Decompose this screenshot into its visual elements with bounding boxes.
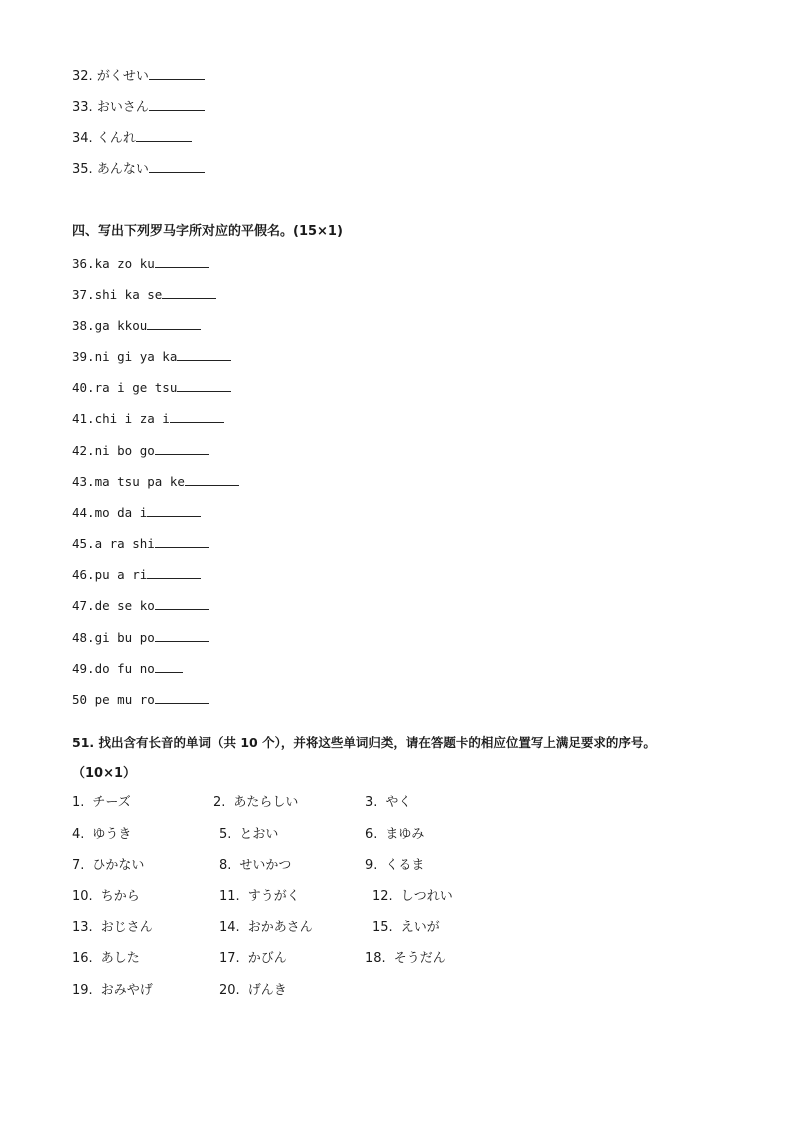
romaji-item-46 <box>72 566 201 584</box>
question-51-heading: 51. 找出含有长音的单词（共 10 个），并将这些单词归类，请在答题卡的相应位置写上满足要求的序号。 <box>72 735 656 750</box>
option-number: 4. <box>72 827 85 842</box>
answer-blank[interactable] <box>136 129 192 142</box>
option-text: ゆうき <box>92 827 132 842</box>
item-number: 36. <box>72 256 95 271</box>
option-number: 17. <box>219 951 240 966</box>
option-number: 12. <box>372 889 393 904</box>
option-text: チーズ <box>92 795 131 810</box>
item-number: 32. <box>72 69 93 84</box>
option-text: おみやげ <box>100 983 153 998</box>
kana-item-35 <box>72 160 205 179</box>
option-number: 16. <box>72 951 93 966</box>
item-number: 42. <box>72 443 95 458</box>
romaji-item-48 <box>72 629 209 647</box>
option-number: 13. <box>72 920 93 935</box>
romaji-item-38 <box>72 317 201 335</box>
item-text: あんない <box>96 162 149 177</box>
question-51-score: （10×1） <box>72 766 137 781</box>
item-text: ni gi ya ka <box>94 349 178 364</box>
item-number: 49. <box>72 661 95 676</box>
option-text: くるま <box>385 858 425 873</box>
option-text: すうがく <box>247 889 300 904</box>
option-text: おかあさん <box>247 920 313 935</box>
romaji-item-50 <box>72 691 209 709</box>
romaji-item-47 <box>72 597 209 615</box>
item-text: ma tsu pa ke <box>94 474 185 489</box>
item-text: do fu no <box>94 661 155 676</box>
romaji-item-44 <box>72 504 201 522</box>
option-12 <box>372 888 453 906</box>
romaji-item-37 <box>72 286 216 304</box>
answer-blank[interactable] <box>149 98 205 111</box>
item-text: くんれ <box>96 131 136 146</box>
answer-blank[interactable] <box>149 160 205 173</box>
option-9 <box>365 857 424 875</box>
item-text: de se ko <box>94 598 155 613</box>
option-number: 14. <box>219 920 240 935</box>
item-text: ra i ge tsu <box>94 380 178 395</box>
item-number: 35. <box>72 162 93 177</box>
option-3 <box>365 794 411 812</box>
item-text: a ra shi <box>94 536 155 551</box>
kana-item-33 <box>72 98 205 117</box>
item-number: 41. <box>72 411 95 426</box>
item-text: pu a ri <box>94 567 148 582</box>
item-number: 43. <box>72 474 95 489</box>
option-text: まゆみ <box>385 827 425 842</box>
option-number: 20. <box>219 983 240 998</box>
answer-blank[interactable] <box>155 629 209 642</box>
item-text: shi ka se <box>94 287 163 302</box>
option-15 <box>372 919 440 937</box>
item-number: 39. <box>72 349 95 364</box>
option-11 <box>219 888 300 906</box>
item-number: 48. <box>72 630 95 645</box>
item-number: 34. <box>72 131 93 146</box>
option-text: そうだん <box>393 951 446 966</box>
item-number: 40. <box>72 380 95 395</box>
item-number: 33. <box>72 100 93 115</box>
item-number: 38. <box>72 318 95 333</box>
item-text: がくせい <box>96 69 149 84</box>
item-text: mo da i <box>94 505 148 520</box>
item-number: 45. <box>72 536 95 551</box>
answer-blank[interactable] <box>147 317 201 330</box>
answer-blank[interactable] <box>147 504 201 517</box>
answer-blank[interactable] <box>149 67 205 80</box>
answer-blank[interactable] <box>155 597 209 610</box>
option-text: せいかつ <box>239 858 292 873</box>
answer-blank[interactable] <box>155 442 209 455</box>
option-20 <box>219 982 287 1000</box>
option-number: 15. <box>372 920 393 935</box>
option-4 <box>72 826 131 844</box>
answer-blank[interactable] <box>155 255 209 268</box>
option-text: ちから <box>100 889 140 904</box>
answer-blank[interactable] <box>177 379 231 392</box>
romaji-item-40 <box>72 379 231 397</box>
item-text: ni bo go <box>94 443 155 458</box>
answer-blank[interactable] <box>155 660 183 673</box>
item-text: おいさん <box>96 100 149 115</box>
romaji-item-49 <box>72 660 183 678</box>
option-5 <box>219 826 278 844</box>
option-number: 5. <box>219 827 232 842</box>
option-text: えいが <box>400 920 440 935</box>
answer-blank[interactable] <box>185 473 239 486</box>
option-1 <box>72 794 131 812</box>
option-number: 6. <box>365 827 378 842</box>
option-text: げんき <box>247 983 287 998</box>
answer-blank[interactable] <box>170 410 224 423</box>
romaji-item-41 <box>72 410 224 428</box>
option-2 <box>213 794 298 812</box>
option-text: おじさん <box>100 920 153 935</box>
option-number: 11. <box>219 889 240 904</box>
option-text: とおい <box>239 827 279 842</box>
option-7 <box>72 857 144 875</box>
option-10 <box>72 888 140 906</box>
option-18 <box>365 950 446 968</box>
item-text: ga kkou <box>94 318 148 333</box>
item-number: 47. <box>72 598 95 613</box>
option-text: あした <box>100 951 140 966</box>
item-text: gi bu po <box>94 630 155 645</box>
option-number: 1. <box>72 795 85 810</box>
romaji-item-36 <box>72 255 209 273</box>
option-number: 2. <box>213 795 226 810</box>
section-4-heading: 四、写出下列罗马字所对应的平假名。(15×1) <box>72 224 343 239</box>
option-number: 18. <box>365 951 386 966</box>
item-number: 44. <box>72 505 95 520</box>
answer-blank[interactable] <box>155 691 209 704</box>
answer-blank[interactable] <box>155 535 209 548</box>
item-number: 46. <box>72 567 95 582</box>
option-number: 9. <box>365 858 378 873</box>
romaji-item-39 <box>72 348 231 366</box>
option-14 <box>219 919 313 937</box>
item-text: chi i za i <box>94 411 170 426</box>
option-number: 3. <box>365 795 378 810</box>
option-6 <box>365 826 424 844</box>
item-text: ka zo ku <box>94 256 155 271</box>
romaji-item-45 <box>72 535 209 553</box>
option-number: 19. <box>72 983 93 998</box>
item-number: 37. <box>72 287 95 302</box>
option-13 <box>72 919 153 937</box>
kana-item-32 <box>72 67 205 86</box>
answer-blank[interactable] <box>177 348 231 361</box>
option-text: かびん <box>247 951 287 966</box>
option-19 <box>72 982 153 1000</box>
option-17 <box>219 950 287 968</box>
item-text: pe mu ro <box>87 692 155 707</box>
option-number: 10. <box>72 889 93 904</box>
option-number: 7. <box>72 858 85 873</box>
answer-blank[interactable] <box>162 286 216 299</box>
option-16 <box>72 950 140 968</box>
kana-item-34 <box>72 129 192 148</box>
option-text: あたらしい <box>233 795 299 810</box>
option-text: やく <box>385 795 412 810</box>
romaji-item-42 <box>72 442 209 460</box>
item-number: 50 <box>72 692 88 707</box>
option-number: 8. <box>219 858 232 873</box>
option-text: ひかない <box>92 858 145 873</box>
romaji-item-43 <box>72 473 239 491</box>
option-text: しつれい <box>400 889 453 904</box>
answer-blank[interactable] <box>147 566 201 579</box>
option-8 <box>219 857 291 875</box>
